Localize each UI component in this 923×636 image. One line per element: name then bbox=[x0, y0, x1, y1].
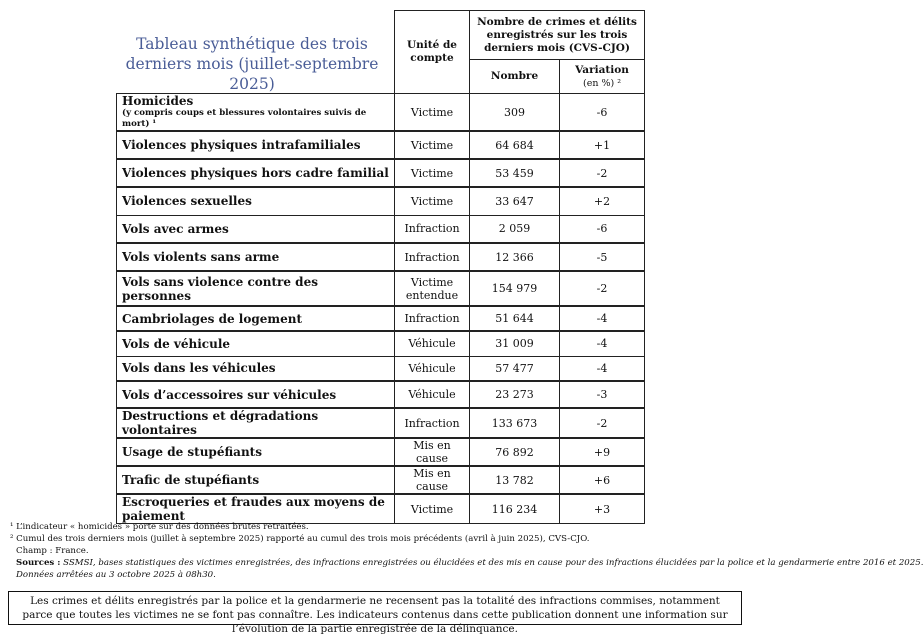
table-row bbox=[117, 381, 645, 408]
table-row bbox=[117, 438, 645, 466]
row-count: 12 366 bbox=[470, 243, 560, 271]
row-label-text: Homicides bbox=[122, 94, 194, 108]
row-label-text: Usage de stupéfiants bbox=[122, 445, 262, 459]
row-variation: +9 bbox=[560, 438, 645, 466]
row-unit: Véhicule bbox=[395, 356, 470, 381]
row-count: 23 273 bbox=[470, 381, 560, 408]
row-count: 133 673 bbox=[470, 408, 560, 438]
header-unit: Unité de compte bbox=[395, 11, 470, 94]
table-row bbox=[117, 306, 645, 331]
row-count: 116 234 bbox=[470, 494, 560, 524]
row-label-text: Violences sexuelles bbox=[122, 194, 252, 209]
row-label-text: Vols violents sans arme bbox=[122, 250, 280, 264]
champ-note: Champ : France. bbox=[16, 546, 89, 556]
row-count: 76 892 bbox=[470, 438, 560, 466]
row-variation: +2 bbox=[560, 187, 645, 215]
table-row bbox=[117, 159, 645, 187]
header-group: Nombre de crimes et délits enregistrés sur les trois derniers mois (CVS-CJO) bbox=[470, 11, 645, 60]
row-label-text: Destructions et dégradations volontaires bbox=[122, 409, 319, 437]
row-unit: Infraction bbox=[395, 408, 470, 438]
row-unit: Victime bbox=[395, 159, 470, 187]
row-label-text: Vols de véhicule bbox=[122, 336, 231, 351]
row-label bbox=[117, 494, 395, 524]
footnotes bbox=[10, 521, 923, 581]
row-label-text: Vols avec armes bbox=[122, 221, 229, 236]
row-variation: -6 bbox=[560, 215, 645, 243]
table-row bbox=[117, 94, 645, 132]
sources-text: SSMSI, bases statistiques des victimes enregistrées, des infractions enregistrées ou élucidées et des mis en cause pour des infractions élucidées par la police et la gendarmerie entre 2016 et 2025. bbox=[63, 558, 923, 568]
row-unit: Victime bbox=[395, 187, 470, 215]
row-label bbox=[117, 331, 395, 356]
footnote-1: ¹ L’indicateur « homicides » porte sur des données brutes retraitées. bbox=[10, 522, 309, 532]
header-variation-unit: (en %) ² bbox=[582, 77, 622, 89]
row-label bbox=[117, 306, 395, 331]
row-label bbox=[117, 187, 395, 215]
row-label-text: Violences physiques intrafamiliales bbox=[122, 138, 361, 152]
row-unit: Mis en cause bbox=[395, 466, 470, 494]
table-row bbox=[117, 331, 645, 356]
row-variation: -4 bbox=[560, 306, 645, 331]
row-label bbox=[117, 243, 395, 271]
table-title: Tableau synthétique des trois derniers mois (juillet-septembre 2025) bbox=[125, 35, 379, 93]
row-label-text: Cambriolages de logement bbox=[122, 311, 302, 326]
table-row bbox=[117, 271, 645, 306]
row-count: 309 bbox=[470, 94, 560, 132]
row-label bbox=[117, 131, 395, 159]
row-label bbox=[117, 381, 395, 408]
row-unit: Victime entendue bbox=[395, 271, 470, 306]
crime-summary-table bbox=[116, 10, 645, 524]
row-label-text: Vols d’accessoires sur véhicules bbox=[122, 387, 337, 402]
row-count: 51 644 bbox=[470, 306, 560, 331]
row-unit: Infraction bbox=[395, 215, 470, 243]
row-variation: -6 bbox=[560, 94, 645, 132]
row-label bbox=[117, 408, 395, 438]
row-label bbox=[117, 215, 395, 243]
row-label bbox=[117, 159, 395, 187]
row-variation: +3 bbox=[560, 494, 645, 524]
row-label bbox=[117, 356, 395, 381]
table-row bbox=[117, 356, 645, 381]
table-row bbox=[117, 408, 645, 438]
footnote-2: ² Cumul des trois derniers mois (juillet à septembre 2025) rapporté au cumul des trois mois précédents (avril à juin 2025), CVS-CJO. bbox=[10, 534, 590, 544]
row-unit: Victime bbox=[395, 94, 470, 132]
row-unit: Victime bbox=[395, 494, 470, 524]
row-label-text: Trafic de stupéfiants bbox=[122, 473, 260, 487]
sources-note bbox=[10, 557, 923, 569]
row-count: 33 647 bbox=[470, 187, 560, 215]
sources-label: Sources : bbox=[16, 558, 61, 568]
row-count: 2 059 bbox=[470, 215, 560, 243]
row-variation: +6 bbox=[560, 466, 645, 494]
row-unit: Véhicule bbox=[395, 331, 470, 356]
row-variation: -2 bbox=[560, 159, 645, 187]
row-count: 53 459 bbox=[470, 159, 560, 187]
arrest-date-note: Données arrêtées au 3 octobre 2025 à 08h30. bbox=[16, 570, 216, 580]
row-variation: -5 bbox=[560, 243, 645, 271]
row-count: 154 979 bbox=[470, 271, 560, 306]
row-label bbox=[117, 466, 395, 494]
row-variation: -3 bbox=[560, 381, 645, 408]
row-label bbox=[117, 94, 395, 132]
header-count: Nombre bbox=[470, 60, 560, 94]
row-unit: Victime bbox=[395, 131, 470, 159]
row-label-text: Vols dans les véhicules bbox=[122, 361, 276, 376]
row-unit: Véhicule bbox=[395, 381, 470, 408]
table-row bbox=[117, 494, 645, 524]
row-count: 57 477 bbox=[470, 356, 560, 381]
header-variation bbox=[560, 60, 645, 94]
row-variation: -2 bbox=[560, 271, 645, 306]
row-variation: +1 bbox=[560, 131, 645, 159]
table-row bbox=[117, 215, 645, 243]
row-label-text: Escroqueries et fraudes aux moyens de paiement bbox=[122, 495, 385, 523]
row-label-text: Vols sans violence contre des personnes bbox=[122, 274, 318, 303]
header-variation-label: Variation bbox=[575, 63, 629, 76]
table-row bbox=[117, 187, 645, 215]
row-variation: -4 bbox=[560, 356, 645, 381]
row-label bbox=[117, 271, 395, 306]
row-sublabel: (y compris coups et blessures volontaires suivis de mort) ¹ bbox=[122, 108, 367, 129]
row-label bbox=[117, 438, 395, 466]
row-count: 64 684 bbox=[470, 131, 560, 159]
row-label-text: Violences physiques hors cadre familial bbox=[122, 166, 389, 180]
table-row bbox=[117, 131, 645, 159]
row-count: 31 009 bbox=[470, 331, 560, 356]
disclaimer-box: Les crimes et délits enregistrés par la police et la gendarmerie ne recensent pas la totalité des infractions commises, notamment parce que toutes les victimes ne se font pas connaître. Les indicateurs contenus dans cette publication donnent une information sur l’évolution de la partie enregistrée de la délinquance. bbox=[8, 591, 742, 625]
table-row bbox=[117, 466, 645, 494]
table-row bbox=[117, 243, 645, 271]
row-variation: -4 bbox=[560, 331, 645, 356]
row-unit: Infraction bbox=[395, 306, 470, 331]
row-variation: -2 bbox=[560, 408, 645, 438]
row-unit: Mis en cause bbox=[395, 438, 470, 466]
row-unit: Infraction bbox=[395, 243, 470, 271]
row-count: 13 782 bbox=[470, 466, 560, 494]
title-cell bbox=[117, 11, 395, 94]
